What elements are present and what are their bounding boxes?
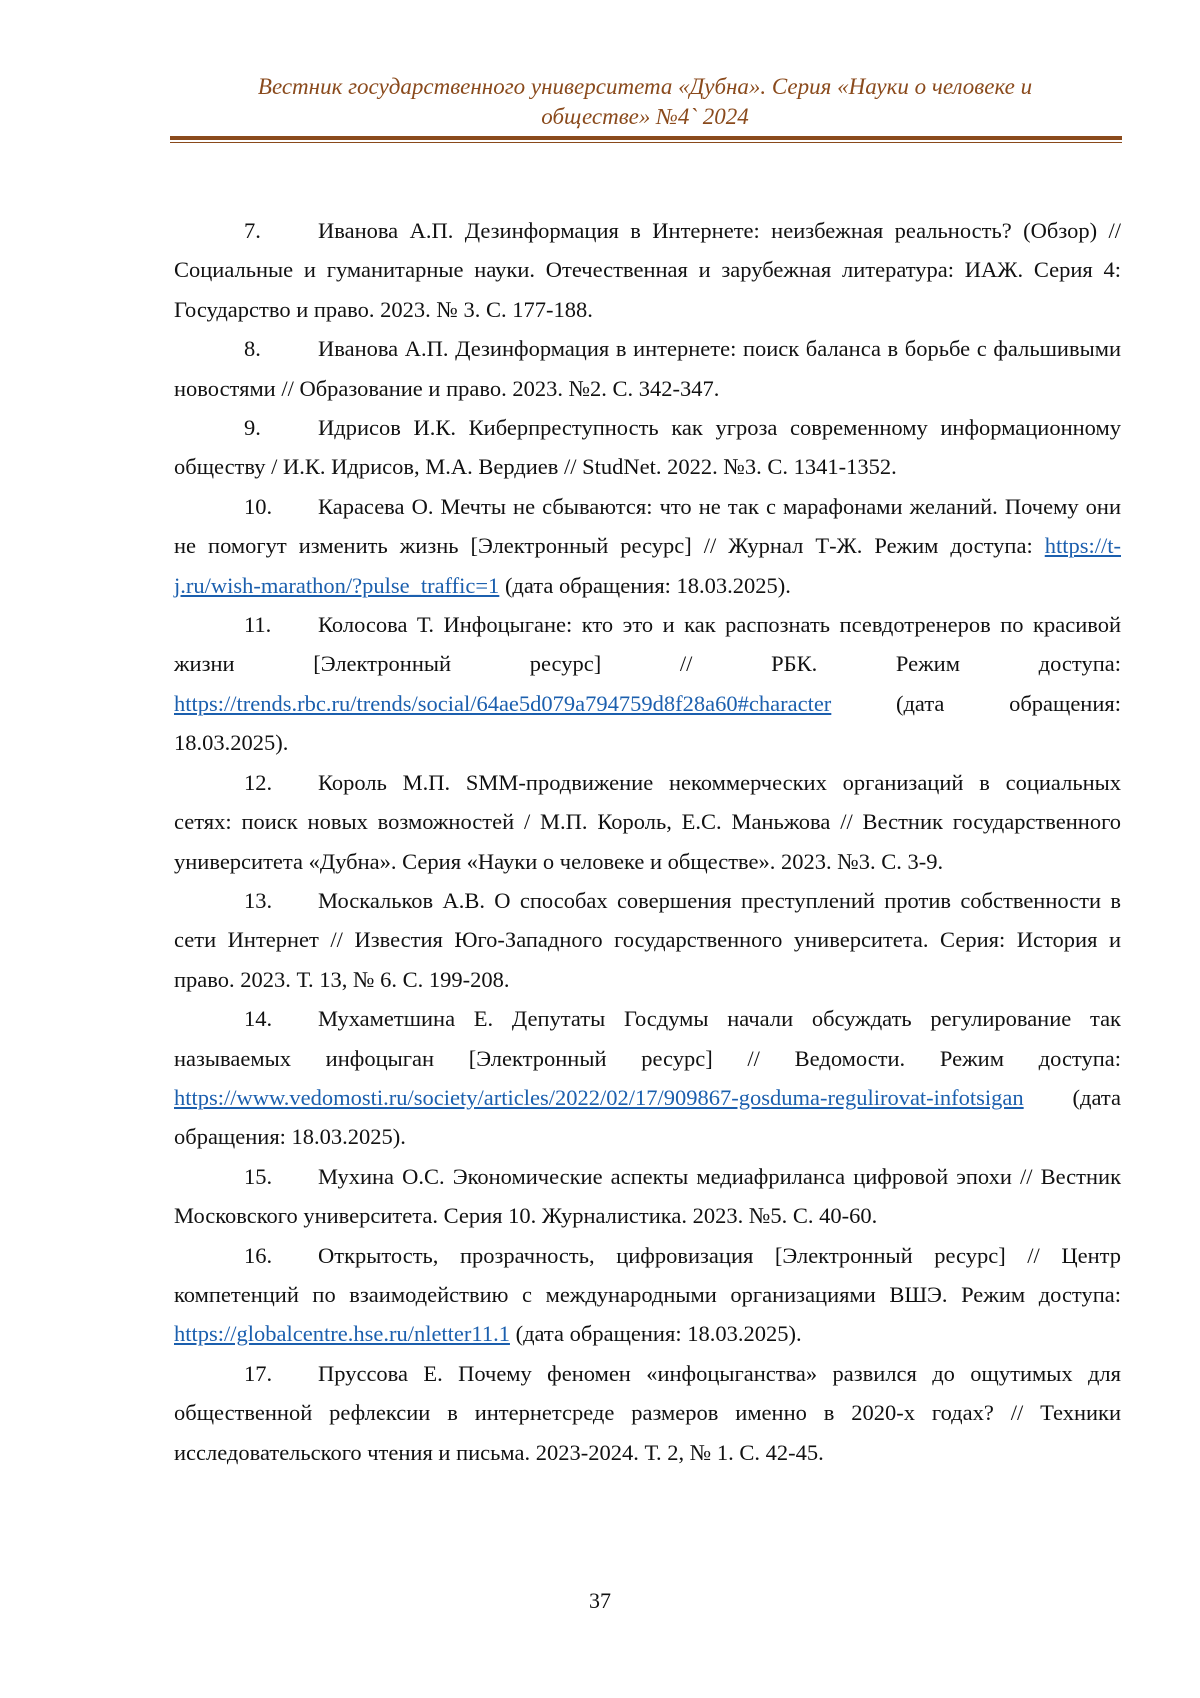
reference-link[interactable]: https://www.vedomosti.ru/society/articles/2022/02/17/909867-gosduma-regulirovat-infotsigan [174,1085,1024,1110]
reference-list [174,211,1121,1472]
reference-number: 13. [244,881,318,920]
reference-text: Карасева О. Мечты не сбываются: что не так с марафонами желаний. Почему они не помогут изменить жизнь [Электронный ресурс] // Журнал Т-Ж. Режим доступа: [174,494,1121,558]
reference-access-date: (дата обращения: 18.03.2025). [516,1321,802,1346]
reference-item-10 [174,487,1121,605]
reference-access-date: (дата обращения: 18.03.2025). [505,573,791,598]
reference-text: Открытость, прозрачность, цифровизация [Электронный ресурс] // Центр компетенций по взаимодействию с международными организациями ВШЭ. Режим доступа: [174,1243,1121,1307]
reference-item-14 [174,999,1121,1157]
reference-item-17 [174,1354,1121,1472]
reference-item-13 [174,881,1121,999]
header-rule-thin [170,142,1122,143]
reference-text: Иванова А.П. Дезинформация в интернете: поиск баланса в борьбе с фальшивыми новостями // Образование и право. 2023. №2. С. 342-347. [174,336,1121,400]
reference-text: Король М.П. SMM-продвижение некоммерческих организаций в социальных сетях: поиск новых возможностей / М.П. Король, Е.С. Маньжова // Вестник государственного университета «Дубна». Серия «Науки о человеке и обществе». 2023. №3. С. 3-9. [174,770,1121,874]
reference-item-15 [174,1157,1121,1236]
reference-number: 9. [244,408,318,447]
reference-link[interactable]: https://t-j.ru/wish-marathon/?pulse_traffic=1 [174,533,1121,597]
journal-header-line-2: обществе» №4` 2024 [170,102,1120,132]
reference-number: 11. [244,605,318,644]
reference-link[interactable]: https://globalcentre.hse.ru/nletter11.1 [174,1321,510,1346]
header-rule-thick [170,136,1122,140]
journal-header-line-1: Вестник государственного университета «Дубна». Серия «Науки о человеке и [170,72,1120,102]
reference-number: 10. [244,487,318,526]
reference-item-11 [174,605,1121,763]
reference-item-7 [174,211,1121,329]
reference-link[interactable]: https://trends.rbc.ru/trends/social/64ae5d079a794759d8f28a60#character [174,691,831,716]
reference-text: Пруссова Е. Почему феномен «инфоцыганства» развился до ощутимых для общественной рефлексии в интернетсреде размеров именно в 2020-х годах? // Техники исследовательского чтения и письма. 2023-2024. Т. 2, № 1. С. 42-45. [174,1361,1121,1465]
reference-access-date: (дата обращения: 18.03.2025). [174,691,1121,755]
reference-item-16 [174,1236,1121,1354]
reference-item-8 [174,329,1121,408]
reference-text: Колосова Т. Инфоцыгане: кто это и как распознать псевдотренеров по красивой жизни [Электронный ресурс] // РБК. Режим доступа: [174,612,1121,676]
journal-header [170,72,1120,132]
reference-text: Мухаметшина Е. Депутаты Госдумы начали обсуждать регулирование так называемых инфоцыган [Электронный ресурс] // Ведомости. Режим доступа: [174,1006,1121,1070]
reference-number: 8. [244,329,318,368]
reference-text: Москальков А.В. О способах совершения преступлений против собственности в сети Интернет // Известия Юго-Западного государственного университета. Серия: История и право. 2023. Т. 13, № 6. С. 199-208. [174,888,1121,992]
reference-text: Мухина О.С. Экономические аспекты медиафриланса цифровой эпохи // Вестник Московского университета. Серия 10. Журналистика. 2023. №5. С. 40-60. [174,1164,1121,1228]
reference-access-date: (дата обращения: 18.03.2025). [174,1085,1121,1149]
reference-number: 7. [244,211,318,250]
reference-text: Иванова А.П. Дезинформация в Интернете: неизбежная реальность? (Обзор) // Социальные и гуманитарные науки. Отечественная и зарубежная литература: ИАЖ. Серия 4: Государство и право. 2023. № 3. С. 177-188. [174,218,1121,322]
reference-text: Идрисов И.К. Киберпреступность как угроза современному информационному обществу / И.К. Идрисов, М.А. Вердиев // StudNet. 2022. №3. С. 1341-1352. [174,415,1121,479]
page-number: 37 [0,1588,1200,1614]
reference-number: 17. [244,1354,318,1393]
reference-item-9 [174,408,1121,487]
reference-number: 15. [244,1157,318,1196]
reference-number: 12. [244,763,318,802]
reference-item-12 [174,763,1121,881]
reference-number: 14. [244,999,318,1038]
reference-number: 16. [244,1236,318,1275]
